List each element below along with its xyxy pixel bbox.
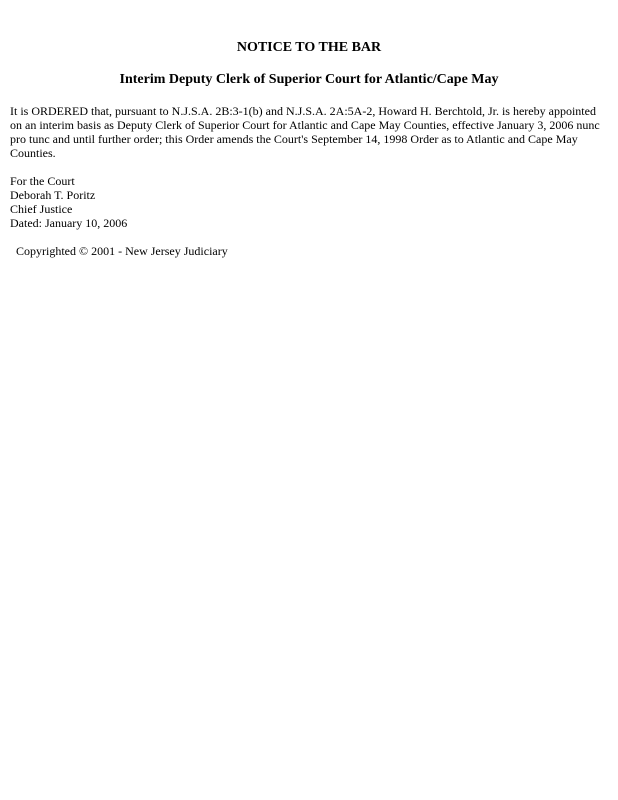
signature-line-date: Dated: January 10, 2006 xyxy=(10,216,128,230)
signature-block xyxy=(10,174,608,230)
copyright-notice: Copyrighted © 2001 - New Jersey Judiciary xyxy=(16,244,228,258)
signature-line-title: Chief Justice xyxy=(10,202,73,216)
signature-line-name: Deborah T. Poritz xyxy=(10,188,96,202)
order-paragraph: It is ORDERED that, pursuant to N.J.S.A. 2B:3-1(b) and N.J.S.A. 2A:5A-2, Howard H. Berchtold, Jr. is hereby appointed on an interim basis as Deputy Clerk of Superior Court for Atlantic and Cape May Counties, effective January 3, 2006 nunc pro tunc and until further order; this Order amends the Court's September 14, 1998 Order as to Atlantic and Cape May Counties. xyxy=(10,104,600,160)
notice-title: NOTICE TO THE BAR xyxy=(236,40,382,55)
signature-line-for-the-court: For the Court xyxy=(10,174,75,188)
notice-subtitle: Interim Deputy Clerk of Superior Court for Atlantic/Cape May xyxy=(119,72,499,87)
